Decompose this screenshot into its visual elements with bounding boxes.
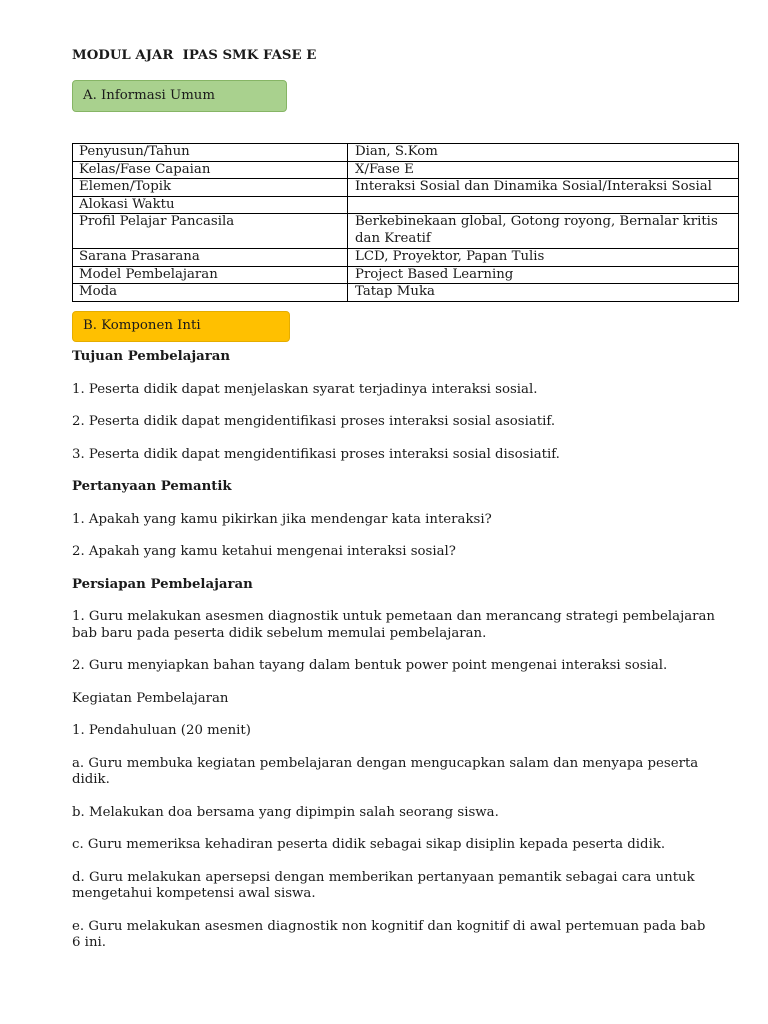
section-heading: Persiapan Pembelajaran: [72, 576, 253, 592]
subsection-heading: 1. Pendahuluan (20 menit): [72, 723, 251, 738]
list-item: [72, 658, 752, 675]
list-item-line: d. Guru melakukan apersepsi dengan memberikan pertanyaan pemantik sebagai cara untuk: [72, 869, 695, 885]
list-item-line: 6 ini.: [72, 935, 106, 950]
list-item: [72, 756, 752, 789]
list-item-line: 2. Apakah yang kamu ketahui mengenai interaksi sosial?: [72, 544, 456, 559]
list-item: [72, 512, 752, 529]
list-item: [72, 870, 752, 903]
info-row: [73, 161, 739, 179]
info-value-line: Berkebinekaan global, Gotong royong, Bernalar kritis: [355, 214, 718, 229]
section-heading: Tujuan Pembelajaran: [72, 349, 231, 364]
komponen-inti-content: [72, 349, 752, 968]
info-row: [73, 179, 739, 197]
list-item: [72, 919, 752, 952]
list-item-line: 1. Apakah yang kamu pikirkan jika mendengar kata interaksi?: [72, 511, 492, 527]
info-label: Profil Pelajar Pancasila: [73, 214, 348, 249]
list-item-line: 1. Guru melakukan asesmen diagnostik untuk pemetaan dan merancang strategi pembelajaran: [72, 609, 715, 624]
list-item: [72, 544, 752, 561]
list-item-line: didik.: [72, 772, 110, 787]
list-item: [72, 414, 752, 431]
info-label: Elemen/Topik: [73, 179, 348, 197]
list-item: [72, 447, 752, 464]
section-b-label: B. Komponen Inti: [83, 318, 201, 334]
info-value-line: dan Kreatif: [355, 230, 431, 246]
info-label: Sarana Prasarana: [73, 249, 348, 267]
list-item-line: b. Melakukan doa bersama yang dipimpin salah seorang siswa.: [72, 804, 499, 820]
list-item-line: 2. Peserta didik dapat mengidentifikasi proses interaksi sosial asosiatif.: [72, 414, 556, 429]
list-item-line: 1. Peserta didik dapat menjelaskan syarat terjadinya interaksi sosial.: [72, 381, 538, 397]
info-value: [348, 179, 739, 197]
info-value: [348, 161, 739, 179]
list-item-line: mengetahui kompetensi awal siswa.: [72, 886, 316, 901]
info-row: [73, 196, 739, 214]
document-title: MODUL AJAR IPAS SMK FASE E: [72, 48, 317, 63]
info-label: Penyusun/Tahun: [73, 144, 348, 162]
list-item-line: a. Guru membuka kegiatan pembelajaran dengan mengucapkan salam dan menyapa peserta: [72, 755, 699, 771]
info-value: [348, 249, 739, 267]
info-label: Model Pembelajaran: [73, 266, 348, 284]
info-label: Kelas/Fase Capaian: [73, 161, 348, 179]
info-row: [73, 284, 739, 302]
info-label: Alokasi Waktu: [73, 196, 348, 214]
info-value-line: Interaksi Sosial dan Dinamika Sosial/Interaksi Sosial: [355, 179, 712, 194]
info-value-line: Project Based Learning: [355, 266, 514, 282]
info-value-line: X/Fase E: [355, 161, 414, 177]
info-row: [73, 144, 739, 162]
section-b-header: [72, 311, 290, 342]
list-item: [72, 609, 752, 642]
info-value-line: LCD, Proyektor, Papan Tulis: [355, 249, 545, 264]
section-heading: Pertanyaan Pemantik: [72, 479, 232, 494]
info-value-line: Dian, S.Kom: [355, 144, 438, 159]
info-value: [348, 144, 739, 162]
info-value: [348, 284, 739, 302]
list-item-line: 3. Peserta didik dapat mengidentifikasi proses interaksi sosial disosiatif.: [72, 446, 560, 462]
info-row: [73, 214, 739, 249]
info-value-line: Tatap Muka: [355, 284, 435, 299]
info-value: [348, 266, 739, 284]
list-item: [72, 805, 752, 822]
section-heading: Kegiatan Pembelajaran: [72, 690, 229, 706]
info-label: Moda: [73, 284, 348, 302]
list-item-line: c. Guru memeriksa kehadiran peserta didik sebagai sikap disiplin kepada peserta didik.: [72, 837, 666, 852]
info-value: [348, 214, 739, 249]
section-a-header: [72, 80, 287, 112]
list-item-line: e. Guru melakukan asesmen diagnostik non kognitif dan kognitif di awal pertemuan pada bab: [72, 918, 706, 934]
list-item: [72, 837, 752, 854]
info-table: [72, 143, 739, 302]
list-item-line: 2. Guru menyiapkan bahan tayang dalam bentuk power point mengenai interaksi sosial.: [72, 658, 668, 673]
info-row: [73, 266, 739, 284]
list-item-line: bab baru pada peserta didik sebelum memulai pembelajaran.: [72, 625, 487, 641]
section-a-label: A. Informasi Umum: [83, 87, 215, 103]
list-item: [72, 382, 752, 399]
info-value-empty: [348, 196, 739, 214]
info-row: [73, 249, 739, 267]
